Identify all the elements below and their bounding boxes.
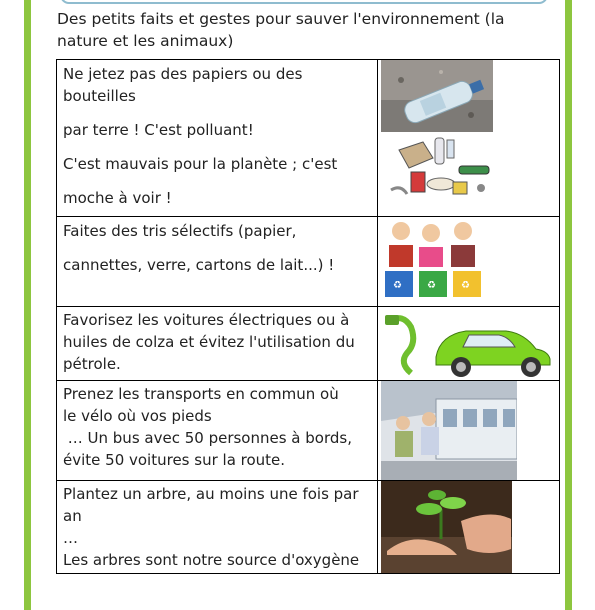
litter-trash-image: [377, 132, 560, 217]
litter-bottle-image: [377, 59, 560, 133]
planting-tree-image: [377, 480, 560, 574]
intro-text: Des petits faits et gestes pour sauver l'environnement (la nature et les animaux): [57, 10, 505, 50]
left-page-border: [24, 0, 31, 610]
header-frame: [60, 0, 548, 4]
row-car-text: [56, 306, 378, 381]
row-tree-text: [56, 480, 378, 574]
row-transport-text: [56, 380, 378, 481]
row-car-line-2: huiles de colza et évitez l'utilisation du: [63, 333, 355, 351]
row-transport-line-2: le vélo où vos pieds: [63, 407, 212, 425]
train-station-image: [377, 380, 560, 481]
row-litter-text: [56, 59, 378, 217]
row-car-line-1: Favorisez les voitures électriques ou à: [63, 311, 350, 329]
right-page-border: [565, 0, 572, 610]
electric-car-image: [377, 306, 560, 381]
svg-text:♻: ♻: [393, 280, 402, 291]
row-tree-line-2: …: [63, 529, 78, 547]
row-litter-line-2: par terre ! C'est polluant!: [63, 121, 254, 139]
svg-text:♻: ♻: [461, 280, 470, 291]
eco-gestures-table: [56, 59, 560, 574]
row-sorting-line-2: cannettes, verre, cartons de lait...) !: [63, 256, 335, 274]
row-litter-line-4: moche à voir !: [63, 189, 172, 207]
row-transport-line-1: Prenez les transports en commun où: [63, 385, 339, 403]
row-sorting-line-1: Faites des tris sélectifs (papier,: [63, 222, 297, 240]
row-transport-line-4: évite 50 voitures sur la route.: [63, 451, 286, 469]
row-transport-line-3: … Un bus avec 50 personnes à bords,: [63, 429, 352, 447]
row-tree-line-3: Les arbres sont notre source d'oxygène: [63, 551, 360, 569]
row-sorting-text: [56, 216, 378, 307]
recycling-bins-image: [377, 216, 560, 307]
row-car-line-3: pétrole.: [63, 355, 121, 373]
row-tree-line-1: Plantez un arbre, au moins une fois par an: [63, 485, 359, 525]
svg-text:♻: ♻: [427, 280, 436, 291]
row-litter-line-1: Ne jetez pas des papiers ou des bouteilles: [63, 65, 303, 105]
row-litter-line-3: C'est mauvais pour la planète ; c'est: [63, 155, 338, 173]
